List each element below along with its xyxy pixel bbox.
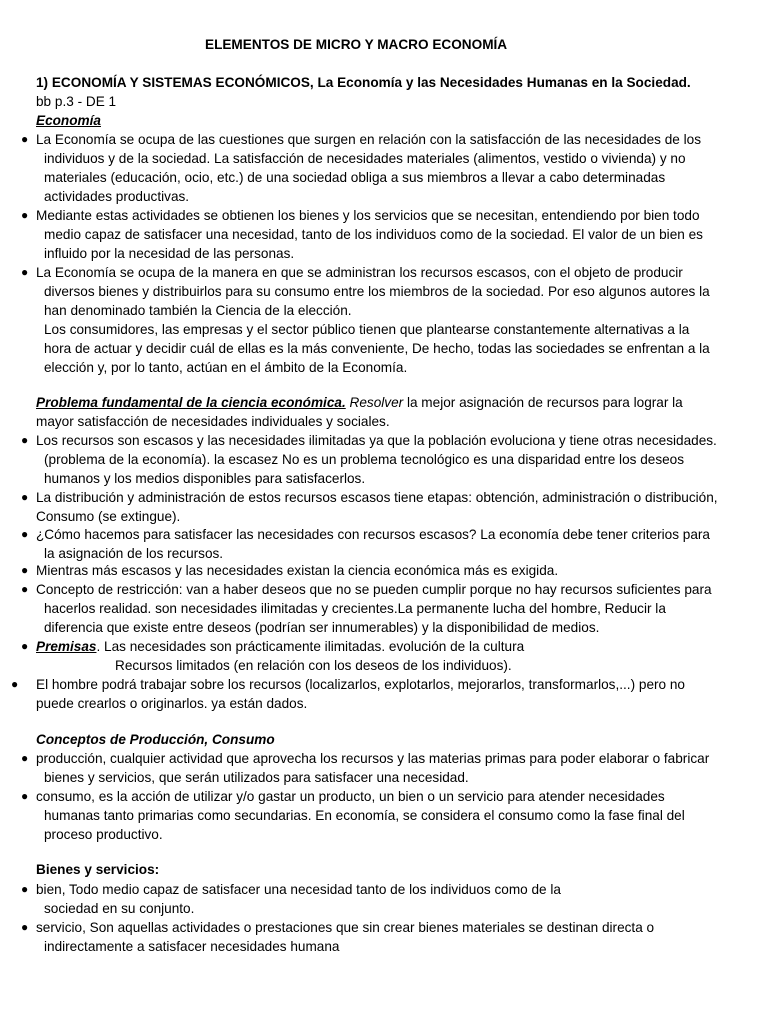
section3-heading: Conceptos de Producción, Consumo [36,732,275,747]
bullet-icon: ● [21,132,29,146]
list-item-premisas: Premisas. Las necesidades son prácticamente ilimitadas. evolución de la cultura Recursos limitados (en relación con los deseos de los individuos). [36,639,525,673]
section1-heading: 1) ECONOMÍA Y SISTEMAS ECONÓMICOS, La Economía y las Necesidades Humanas en la Sociedad. [36,75,691,90]
list-item: La distribución y administración de estos recursos escasos tiene etapas: obtención, administración o distribución, Consumo (se extingue). [36,490,718,524]
list-item: ¿Cómo hacemos para satisfacer las necesidades con recursos escasos? La economía debe tener criterios para la asignación de los recursos. [36,527,710,561]
bullet-icon: ● [21,208,29,222]
bullet-icon: ● [11,677,19,691]
list-item: La Economía se ocupa de la manera en que se administran los recursos escasos, con el objeto de producir diversos bienes y distribuirlos para su consumo entre los miembros de la sociedad. Por eso algunos autores la han denominado también la Ciencia de la elección. Los consumidores, las empresas y el sector público tienen que plantearse constantemente alternativas a la hora de actuar y decidir cuál de ellas es la más conveniente, De hecho, todas las sociedades se enfrentan a la elección y, por lo tanto, actúan en el ámbito de la Economía. [36,265,710,375]
bullet-icon: ● [21,920,29,934]
bullet-icon: ● [21,490,29,504]
section2-intro: Problema fundamental de la ciencia económica. Resolver la mejor asignación de recursos para lograr la [36,395,683,410]
list-item: La Economía se ocupa de las cuestiones que surgen en relación con la satisfacción de las necesidades de los individuos y de la sociedad. La satisfacción de necesidades materiales (alimentos, vestido o vivienda) y no materiales (educación, ocio, etc.) de una sociedad obliga a sus miembros a llevar a cabo determinadas actividades productivas. [36,132,702,204]
list-item: bien, Todo medio capaz de satisfacer una necesidad tanto de los individuos como de la sociedad en su conjunto. [36,882,561,916]
list-item: Concepto de restricción: van a haber deseos que no se pueden cumplir porque no hay recursos suficientes para hacerlos realidad. son necesidades ilimitadas y crecientes.La permanente lucha del hombre, Reducir la diferencia que existe entre deseos (podrían ser innumerables) y la disponibilidad de medios. [36,582,712,635]
list-item: Mientras más escasos y las necesidades existan la ciencia económica más es exigida. [36,563,559,578]
list-item: servicio, Son aquellas actividades o prestaciones que sin crear bienes materiales se destinan directa o indirectamente a satisfacer necesidades humana [36,920,655,954]
list-item: consumo, es la acción de utilizar y/o gastar un producto, un bien o un servicio para atender necesidades humanas tanto primarias como secundarias. En economía, se considera el consumo como la fase final del proceso productivo. [36,789,685,842]
list-item: Los recursos son escasos y las necesidades ilimitadas ya que la población evoluciona y tiene otras necesidades. (problema de la economía). la escasez No es un problema tecnológico es una disparidad entre los deseos humanos y los medios disponibles para satisfacerlos. [36,433,717,486]
section2-heading: Problema fundamental de la ciencia económica. [36,395,346,410]
section1-ref: bb p.3 - DE 1 [36,94,117,109]
bullet-icon: ● [21,433,29,447]
bullet-icon: ● [21,751,29,765]
bullet-icon: ● [21,789,29,803]
bullet-icon: ● [21,582,29,596]
bullet-icon: ● [21,527,29,541]
bullet-icon: ● [21,882,29,896]
bullet-icon: ● [21,563,29,577]
list-item: El hombre podrá trabajar sobre los recursos (localizarlos, explotarlos, mejorarlos, transformarlos,...) pero no puede crearlos o originarlos. ya están dados. [36,677,685,711]
section1-subheading: Economía [36,113,101,128]
list-item: Mediante estas actividades se obtienen los bienes y los servicios que se necesitan, entendiendo por bien todo medio capaz de satisfacer una necesidad, tanto de los individuos como de la sociedad. El valor de un bien es influido por la necesidad de las personas. [36,208,703,261]
document-title: ELEMENTOS DE MICRO Y MACRO ECONOMÍA [205,37,508,52]
bullet-icon: ● [21,639,29,653]
list-item: producción, cualquier actividad que aprovecha los recursos y las materias primas para poder elaborar o fabricar bienes y servicios, que serán utilizados para satisfacer una necesidad. [36,751,710,785]
section4-heading: Bienes y servicios: [36,862,160,877]
bullet-icon: ● [21,265,29,279]
section2-intro-line2: mayor satisfacción de necesidades individuales y sociales. [36,414,390,429]
